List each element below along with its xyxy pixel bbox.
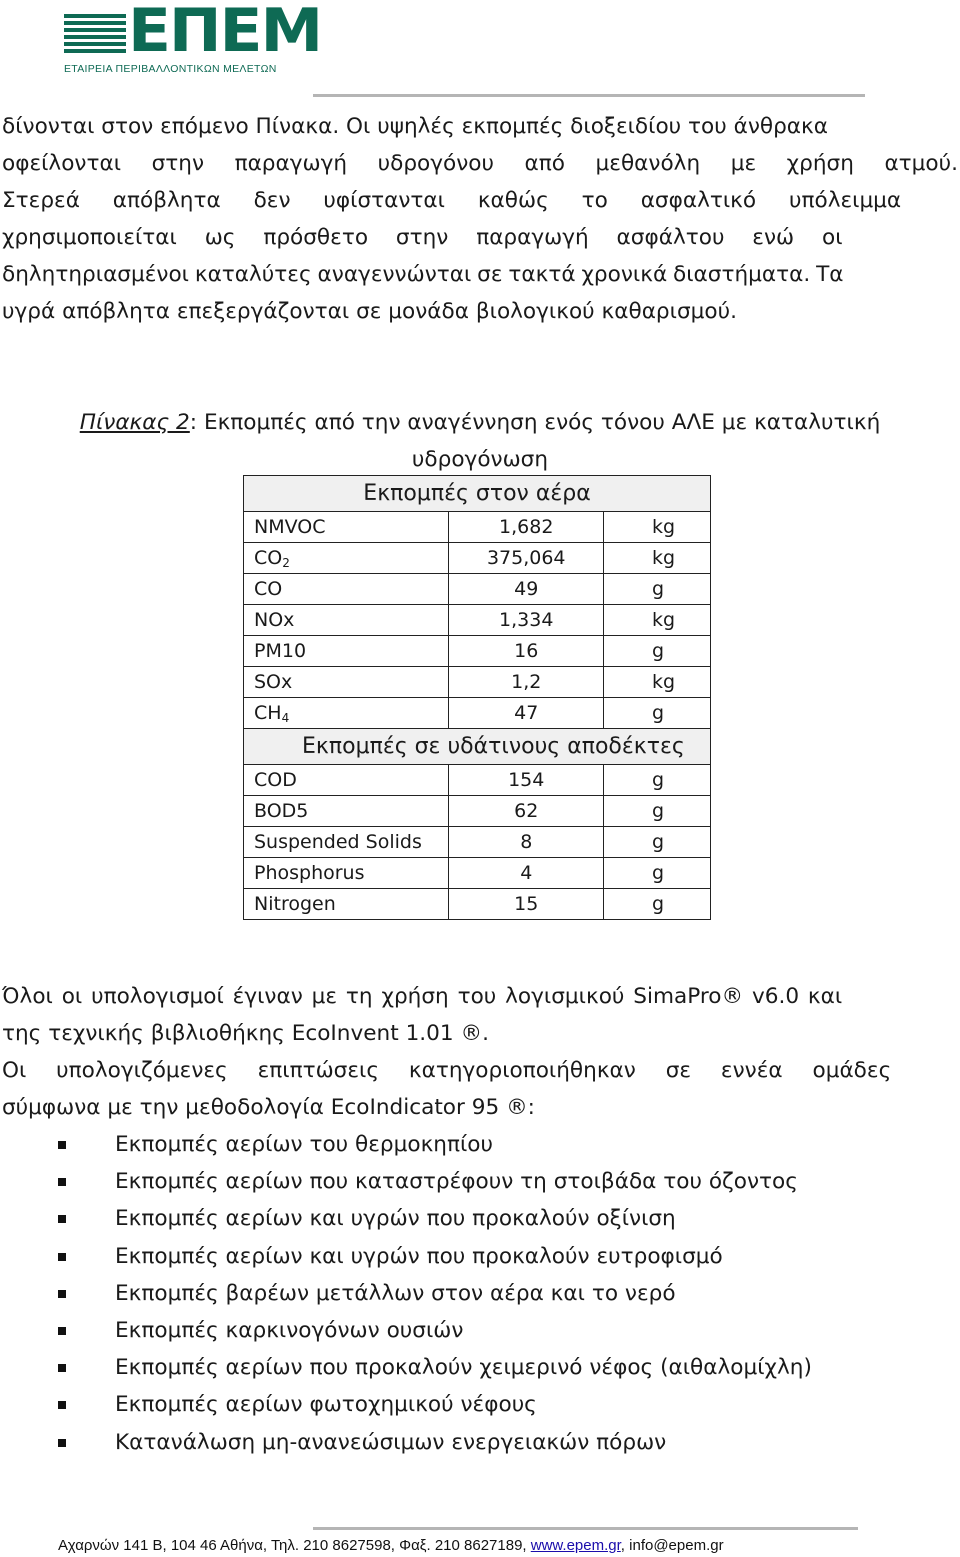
method-paragraph [2,978,958,1126]
method-line: σύμφωνα με την μεθοδολογία EcoIndicator 95 ®: [2,1095,535,1120]
value-cell: 62 [449,796,604,827]
substance-name: COD [254,769,297,791]
substance-cell [244,574,449,605]
substance-subscript: 4 [281,710,290,725]
logo-mark: ΕΠΕΜ [128,0,322,66]
intro-line: χρησιμοποιείται ως πρόσθετο στην παραγωγή ασφάλτου ενώ οι [2,225,843,250]
table-row [244,636,711,667]
substance-name: CO [254,578,283,600]
table-caption [30,404,930,478]
substance-cell [244,765,449,796]
list-item-text: Εκπομπές καρκινογόνων ουσιών [115,1317,464,1343]
list-item-text: Εκπομπές αερίων φωτοχημικού νέφους [115,1392,537,1418]
website-link[interactable]: www.epem.gr [530,1537,621,1554]
intro-line: δηλητηριασμένοι καταλύτες αναγεννώνται σε τακτά χρονικά διαστήματα. Τα [2,262,844,287]
square-bullet-icon [58,1401,66,1409]
table-row [244,827,711,858]
substance-cell [244,889,449,920]
table-row [244,512,711,543]
table-caption-label: Πίνακας 2 [79,410,190,435]
section-header-air [244,476,711,512]
list-item-text: Κατανάλωση μη-ανανεώσιμων ενεργειακών πόρων [115,1429,667,1455]
value-cell: 1,334 [449,605,604,636]
value-cell: 1,2 [449,667,604,698]
table-row [244,796,711,827]
caption-separator: : [189,410,204,435]
list-item-text: Εκπομπές αερίων που καταστρέφουν τη στοιβάδα του όζοντος [115,1169,798,1195]
unit-cell: g [604,574,711,605]
substance-cell [244,667,449,698]
list-item-text: Εκπομπές αερίων του θερμοκηπίου [115,1132,493,1157]
value-cell: 375,064 [449,543,604,574]
value-cell: 1,682 [449,512,604,543]
substance-cell [244,512,449,543]
substance-name: SOx [254,671,293,693]
list-item-text: Εκπομπές βαρέων μετάλλων στον αέρα και το νερό [115,1280,676,1306]
substance-cell [244,858,449,889]
substance-cell [244,827,449,858]
footer-contact [58,1537,724,1554]
logo-stripes [64,14,126,60]
value-cell: 16 [449,636,604,667]
method-line: Οι υπολογιζόμενες επιπτώσεις κατηγοριοποιήθηκαν σε εννέα ομάδες [2,1058,892,1083]
unit-cell: kg [604,543,711,574]
table-row [244,765,711,796]
substance-cell [244,605,449,636]
substance-name: CH [254,701,282,724]
table-row [244,858,711,889]
square-bullet-icon [58,1215,66,1223]
value-cell: 4 [449,858,604,889]
substance-cell [244,636,449,667]
list-item [0,1424,960,1461]
substance-cell [244,543,449,574]
section-header-water [244,729,711,765]
square-bullet-icon [58,1141,66,1149]
square-bullet-icon [58,1178,66,1186]
intro-paragraph [2,108,958,330]
unit-cell: g [604,858,711,889]
substance-name: NOx [254,609,295,631]
substance-name: Nitrogen [254,893,336,915]
square-bullet-icon [58,1364,66,1372]
square-bullet-icon [58,1327,66,1335]
list-item [0,1312,960,1349]
emissions-table [243,475,711,920]
intro-line: δίνονται στον επόμενο Πίνακα. Οι υψηλές εκπομπές διοξειδίου του άνθρακα [2,114,829,139]
unit-cell: g [604,636,711,667]
method-line: Όλοι οι υπολογισμοί έγιναν με τη χρήση του λογισμικού SimaPro® v6.0 και [2,984,843,1009]
unit-cell: kg [604,512,711,543]
substance-name: BOD5 [254,800,309,822]
intro-line: οφείλονται στην παραγωγή υδρογόνου από μεθανόλη με χρήση ατμού. [2,151,958,176]
substance-subscript: 2 [282,555,290,570]
section-air-label: Εκπομπές στον αέρα [363,481,591,506]
unit-cell: g [604,796,711,827]
list-item-text: Εκπομπές αερίων και υγρών που προκαλούν οξίνιση [115,1206,676,1232]
substance-name: Phosphorus [254,862,365,884]
square-bullet-icon [58,1439,66,1447]
unit-cell: g [604,827,711,858]
list-item [0,1126,960,1163]
section-water-label: Εκπομπές σε υδάτινους αποδέκτες [302,734,685,759]
value-cell: 15 [449,889,604,920]
list-item [0,1349,960,1386]
logo-subtitle: ΕΤΑΙΡΕΙΑ ΠΕΡΙΒΑΛΛΟΝΤΙΚΩΝ ΜΕΛΕΤΩΝ [64,63,277,75]
intro-line: Στερεά απόβλητα δεν υφίστανται καθώς το ασφαλτικό υπόλειμμα [2,188,902,213]
square-bullet-icon [58,1290,66,1298]
intro-line: υγρά απόβλητα επεξεργάζονται σε μονάδα βιολογικού καθαρισμού. [2,299,737,324]
substance-cell [244,698,449,729]
list-item-text: Εκπομπές αερίων και υγρών που προκαλούν ευτροφισμό [115,1243,723,1269]
table-caption-text: Εκπομπές από την αναγέννηση ενός τόνου ΑΛΕ με καταλυτική [203,410,881,435]
company-logo [64,0,322,76]
list-item-text: Εκπομπές αερίων που προκαλούν χειμερινό νέφος (αιθαλομίχλη) [115,1355,812,1381]
substance-name: PM10 [254,640,307,662]
footer-divider [313,1527,858,1530]
substance-name: CO [254,546,283,569]
unit-cell: g [604,889,711,920]
value-cell: 49 [449,574,604,605]
list-item [0,1275,960,1312]
list-item [0,1386,960,1423]
footer-address: Αχαρνών 141 Β, 104 46 Αθήνα, Τηλ. 210 8627598, Φαξ. 210 8627189, [58,1537,531,1554]
table-row [244,605,711,636]
method-line: της τεχνικής βιβλιοθήκης EcoInvent 1.01 ®. [2,1021,489,1046]
footer-separator: , [620,1537,630,1554]
list-item [0,1238,960,1275]
value-cell: 8 [449,827,604,858]
table-caption-text-2: υδρογόνωση [411,447,549,472]
substance-name: Suspended Solids [254,831,422,853]
table-row [244,698,711,729]
substance-name: NMVOC [254,516,326,538]
value-cell: 47 [449,698,604,729]
table-row [244,667,711,698]
square-bullet-icon [58,1253,66,1261]
substance-cell [244,796,449,827]
unit-cell: g [604,765,711,796]
header-divider [313,94,865,97]
value-cell: 154 [449,765,604,796]
list-item [0,1200,960,1237]
impact-categories-list [0,1126,960,1461]
unit-cell: kg [604,605,711,636]
unit-cell: g [604,698,711,729]
table-row [244,889,711,920]
table-row [244,543,711,574]
table-row [244,574,711,605]
footer-email: info@epem.gr [629,1537,724,1554]
list-item [0,1163,960,1200]
unit-cell: kg [604,667,711,698]
